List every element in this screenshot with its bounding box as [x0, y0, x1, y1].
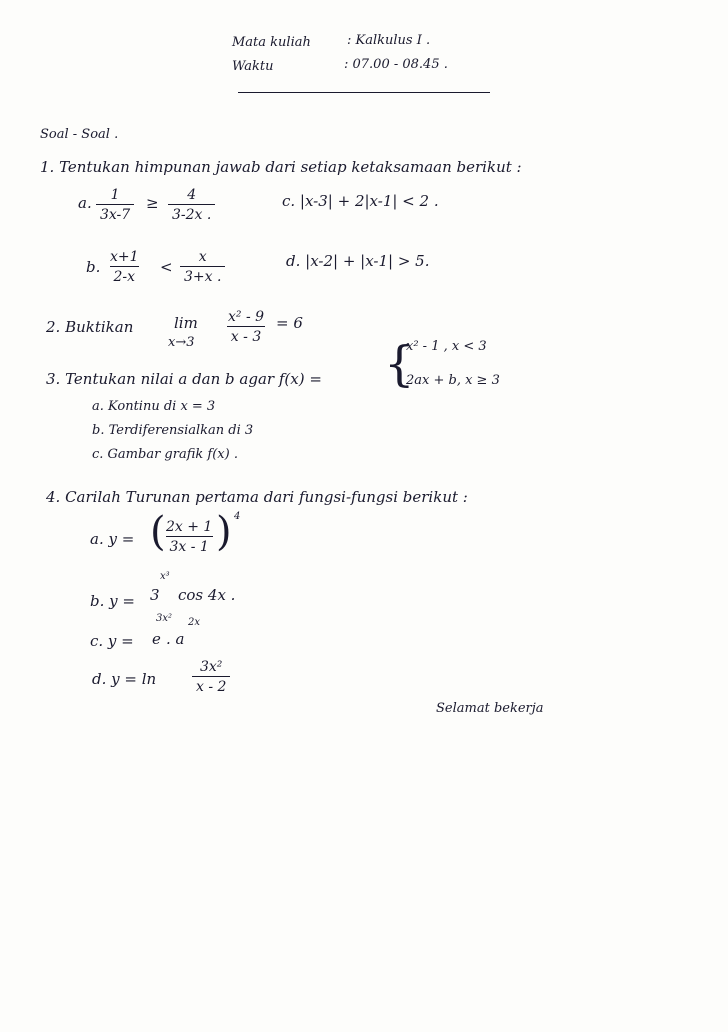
closing-text: Selamat bekerja [436, 701, 544, 716]
q4a-den: 3x - 1 [166, 536, 213, 554]
q1-text: 1. Tentukan himpunan jawab dari setiap ketaksamaan berikut : [40, 158, 522, 176]
q1b-right-num: x [198, 249, 207, 265]
q4d-num: 3x² [200, 659, 223, 675]
q4c-a-exp: 2x [188, 617, 201, 628]
q3a-text: a. Kontinu di x = 3 [92, 399, 216, 414]
q1a-right-den: 3-2x . [168, 204, 215, 222]
q4b-base: 3 [150, 586, 160, 604]
q1a-left-fraction [96, 188, 134, 222]
q1c-text: c. |x-3| + 2|x-1| < 2 . [282, 192, 439, 210]
q1a-right-num: 4 [187, 187, 197, 203]
time-label: Waktu [232, 59, 274, 74]
q2-num: x² - 9 [228, 309, 265, 325]
q4c-e-exp: 3x² [156, 613, 173, 624]
q1b-right-den: 3+x . [180, 266, 225, 284]
q4a-paren-right: ) [216, 509, 232, 555]
q3-case1: x² - 1 , x < 3 [406, 339, 487, 354]
q1a-right-fraction [168, 188, 215, 222]
q1d-text: d. |x-2| + |x-1| > 5. [286, 252, 430, 270]
q3-text: 3. Tentukan nilai a dan b agar f(x) = [46, 370, 322, 388]
q2-lim-sub: x→3 [168, 335, 195, 350]
q1b-left-fraction [106, 250, 143, 284]
q4a-num: 2x + 1 [166, 519, 213, 535]
q4b-exp: x³ [160, 571, 170, 582]
q4c-label: c. y = [90, 632, 134, 650]
q3-case2: 2ax + b, x ≥ 3 [406, 373, 500, 388]
q1b-right-fraction [180, 250, 225, 284]
q2-fraction [224, 310, 268, 344]
q4a-paren-left: ( [150, 509, 166, 555]
q4d-label: d. y = ln [92, 670, 157, 688]
q2-lim: lim [174, 314, 198, 332]
q3-brace: { [384, 336, 415, 392]
q4a-label: a. y = [90, 530, 135, 548]
q2-den: x - 3 [227, 326, 265, 344]
q4c-e: e [152, 630, 161, 648]
header-underline [238, 92, 490, 93]
q1a-left-num: 1 [110, 187, 120, 203]
course-label: Mata kuliah [232, 35, 311, 50]
intro-label: Soal - Soal . [40, 127, 119, 142]
q4d-fraction [192, 660, 230, 694]
q4b-rest: cos 4x . [178, 586, 236, 604]
q4d-den: x - 2 [192, 676, 230, 694]
q4a-fraction [162, 520, 216, 554]
q4c-a: . a [166, 630, 185, 648]
q1b-left-den: 2-x [110, 266, 140, 284]
q1b-op: < [160, 258, 173, 276]
q4-text: 4. Carilah Turunan pertama dari fungsi-fungsi berikut : [46, 488, 468, 506]
q1b-label: b. [86, 258, 101, 276]
q2-result: = 6 [276, 314, 303, 332]
q2-label: 2. Buktikan [46, 318, 134, 336]
q4b-label: b. y = [90, 592, 135, 610]
q1b-left-num: x+1 [110, 249, 139, 265]
time-value: : 07.00 - 08.45 . [344, 57, 448, 72]
course-value: : Kalkulus I . [347, 33, 431, 48]
q1a-op: ≥ [146, 194, 159, 212]
q3c-text: c. Gambar grafik f(x) . [92, 447, 238, 462]
q3b-text: b. Terdiferensialkan di 3 [92, 423, 254, 438]
q1a-left-den: 3x-7 [96, 204, 134, 222]
q1a-label: a. [78, 194, 92, 212]
q4a-exp: 4 [234, 511, 241, 522]
